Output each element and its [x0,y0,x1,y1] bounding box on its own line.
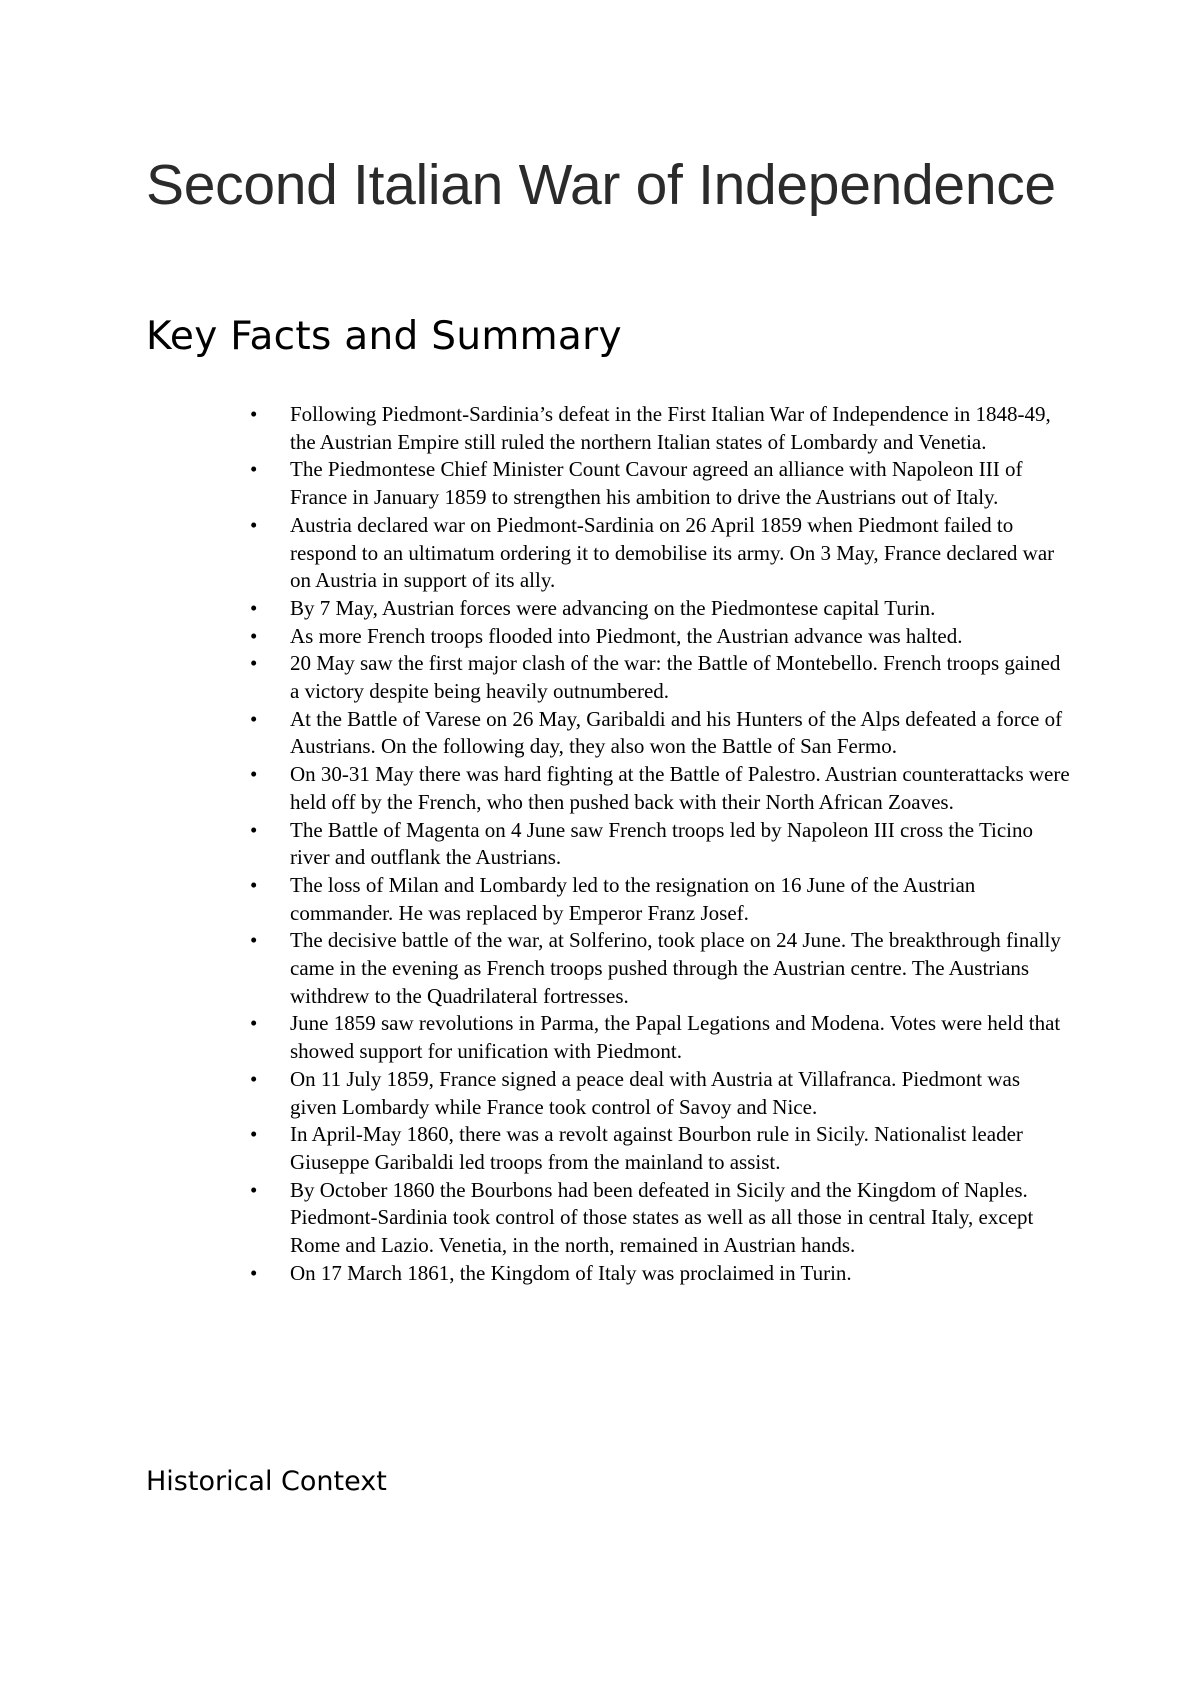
key-facts-heading: Key Facts and Summary [146,314,622,359]
list-item: • The decisive battle of the war, at Solferino, took place on 24 June. The breakthrough finally came in the evening as French troops pushed through the Austrian centre. The Austrians withdrew to the Quadrilateral fortresses. [290,927,1070,1010]
list-item: • On 17 March 1861, the Kingdom of Italy was proclaimed in Turin. [290,1260,1070,1288]
list-item: • The Piedmontese Chief Minister Count Cavour agreed an alliance with Napoleon III of France in January 1859 to strengthen his ambition to drive the Austrians out of Italy. [290,456,1070,511]
list-item: • On 11 July 1859, France signed a peace deal with Austria at Villafranca. Piedmont was given Lombardy while France took control of Savoy and Nice. [290,1066,1070,1121]
list-item: • The loss of Milan and Lombardy led to the resignation on 16 June of the Austrian commander. He was replaced by Emperor Franz Josef. [290,872,1070,927]
list-item: • 20 May saw the first major clash of the war: the Battle of Montebello. French troops gained a victory despite being heavily outnumbered. [290,650,1070,705]
list-item: • The Battle of Magenta on 4 June saw French troops led by Napoleon III cross the Ticino river and outflank the Austrians. [290,817,1070,872]
list-item: • In April-May 1860, there was a revolt against Bourbon rule in Sicily. Nationalist leader Giuseppe Garibaldi led troops from the mainland to assist. [290,1121,1070,1176]
list-item: • By October 1860 the Bourbons had been defeated in Sicily and the Kingdom of Naples. Piedmont-Sardinia took control of those states as well as all those in central Italy, except Rome and Lazio. Venetia, in the north, remained in Austrian hands. [290,1177,1070,1260]
list-item: • At the Battle of Varese on 26 May, Garibaldi and his Hunters of the Alps defeated a force of Austrians. On the following day, they also won the Battle of San Fermo. [290,706,1070,761]
list-item: • On 30-31 May there was hard fighting at the Battle of Palestro. Austrian counterattacks were held off by the French, who then pushed back with their North African Zoaves. [290,761,1070,816]
list-item: • Following Piedmont-Sardinia’s defeat in the First Italian War of Independence in 1848-49, the Austrian Empire still ruled the northern Italian states of Lombardy and Venetia. [290,401,1070,456]
list-item: • By 7 May, Austrian forces were advancing on the Piedmontese capital Turin. [290,595,1070,623]
historical-context-heading: Historical Context [146,1466,387,1497]
key-facts-list [290,401,1070,1288]
document-title: Second Italian War of Independence [146,153,1056,217]
list-item: • June 1859 saw revolutions in Parma, the Papal Legations and Modena. Votes were held that showed support for unification with Piedmont. [290,1010,1070,1065]
list-item: • Austria declared war on Piedmont-Sardinia on 26 April 1859 when Piedmont failed to respond to an ultimatum ordering it to demobilise its army. On 3 May, France declared war on Austria in support of its ally. [290,512,1070,595]
list-item: • As more French troops flooded into Piedmont, the Austrian advance was halted. [290,623,1070,651]
